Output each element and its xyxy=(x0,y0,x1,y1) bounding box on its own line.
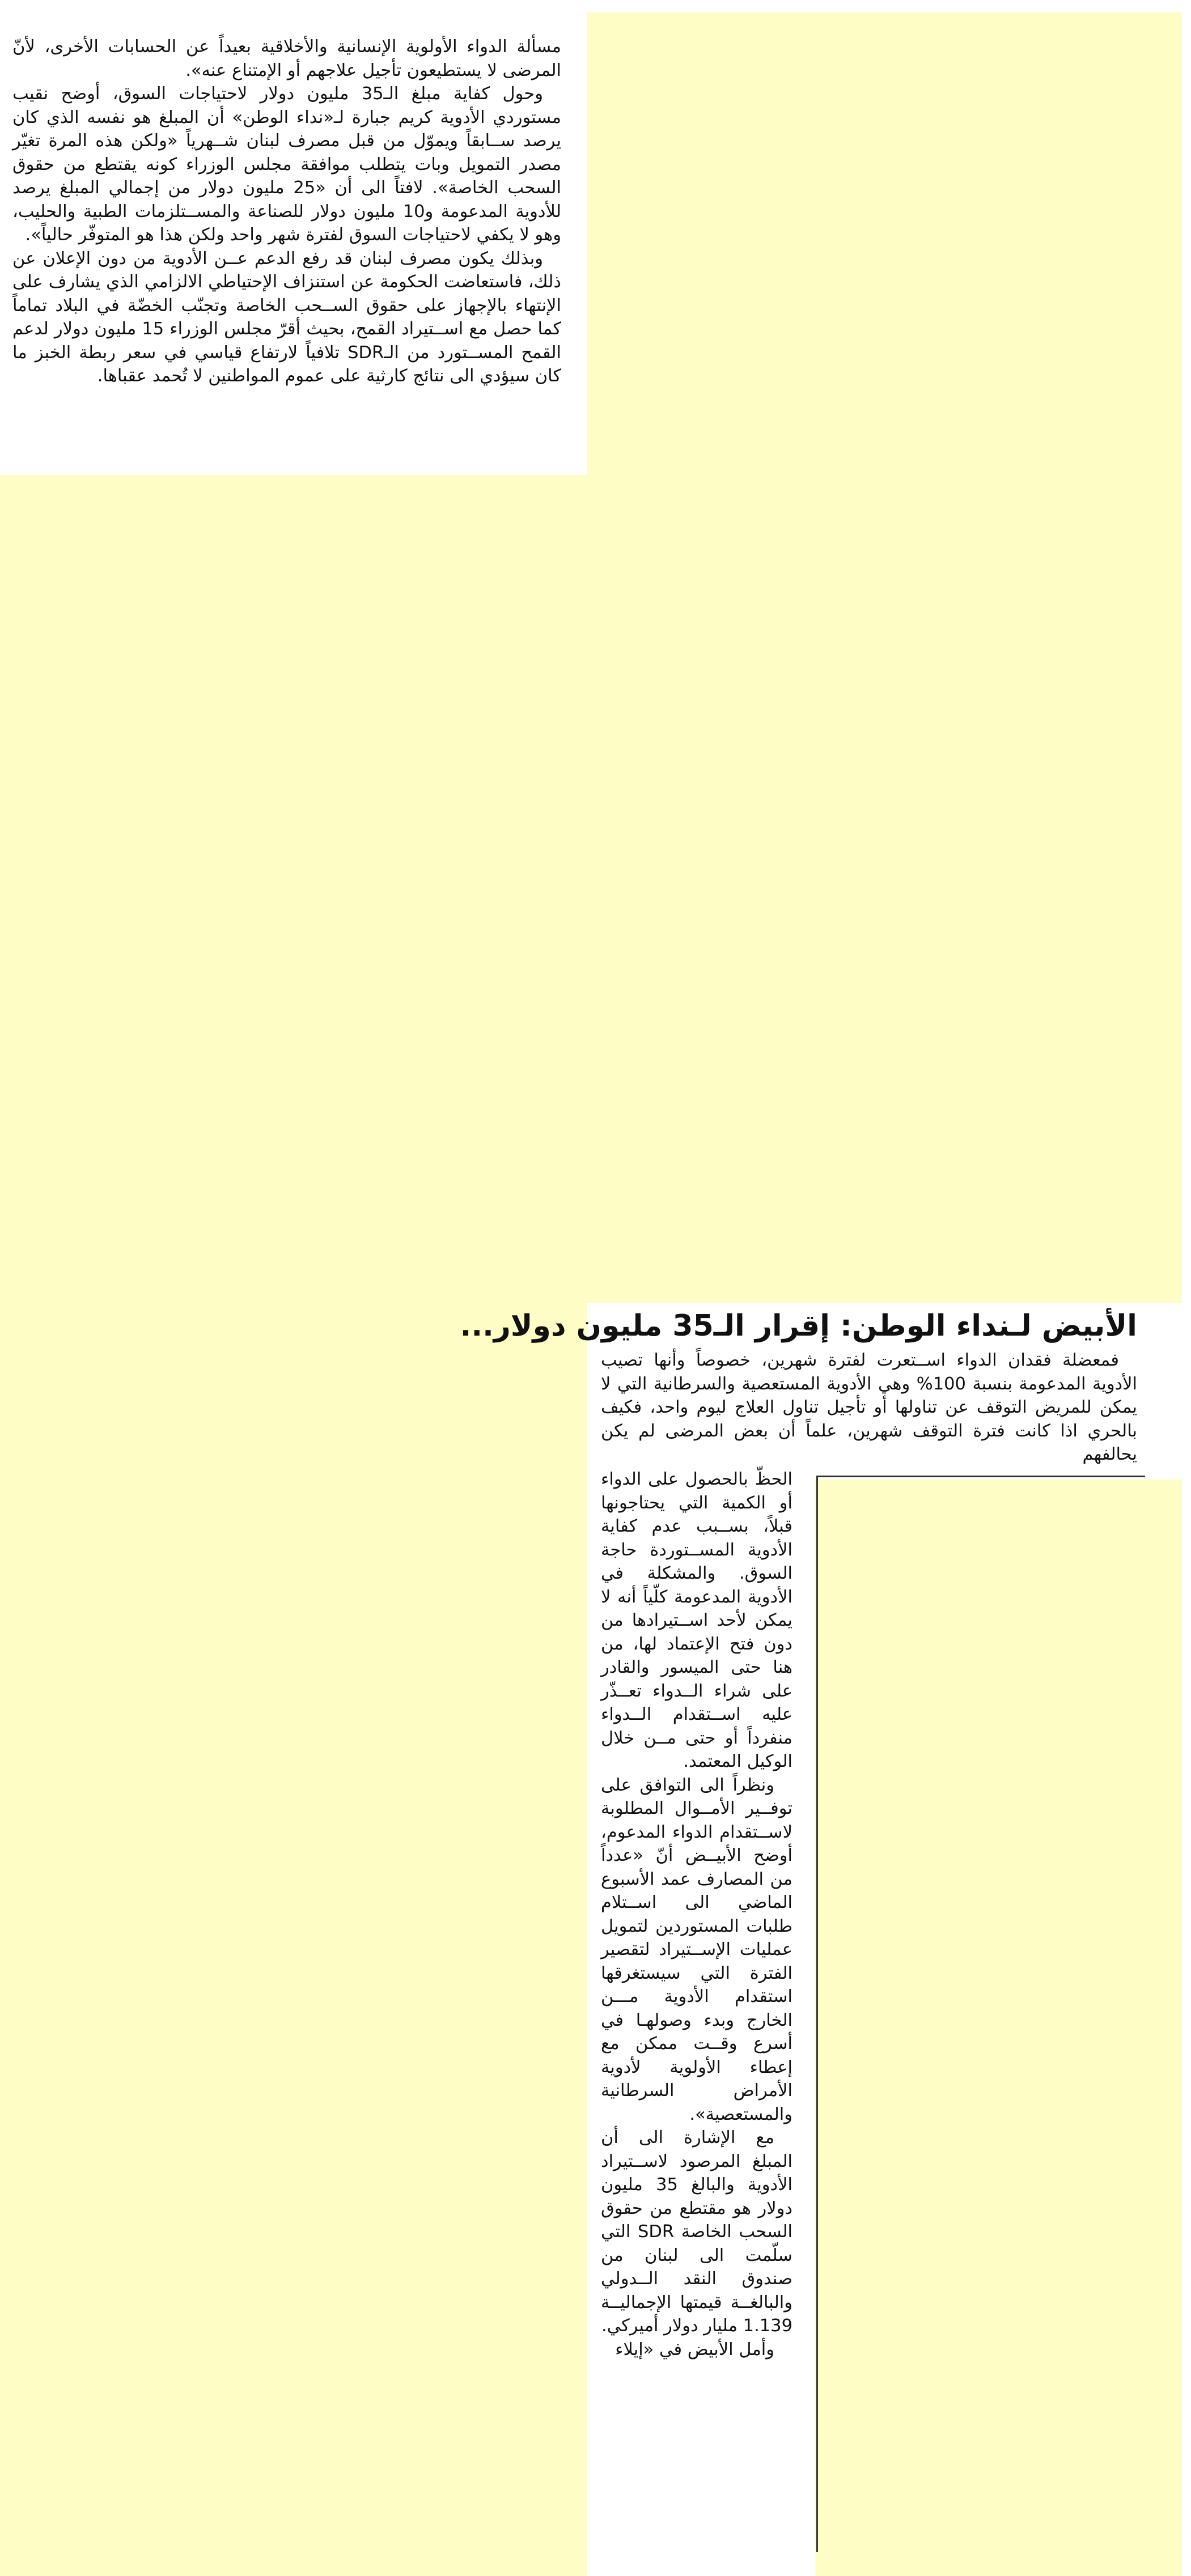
column-paragraph: الحظّ بالحصول على الدواء أو الكمية التي يحتاجونها قبلاً، بســبب عدم كفاية الأدوية المســتوردة حاجة السوق. والمشكلة في الأدوية المدعومة كلّياً أنه لا يمكن لأحد اســتيرادها من دون فتح الإعتماد لها، من هنا حتى الميسور والقادر على شراء الــدواء تعــذّر عليه اســتقدام الــدواء منفرداً أو حتى مــن خلال الوكيل المعتمد. xyxy=(601,1469,792,1771)
lead-paragraph: فمعضلة فقدان الدواء اســتعرت لفترة شهرين، خصوصاً وأنها تصيب الأدوية المدعومة بنسبة 100% وهي الأدوية المستعصية والسرطانية التي لا يمكن للمريض التوقف عن تناولها أو تأجيل تناول العلاج ليوم واحد، فكيف بالحري اذا كانت فترة التوقف شهرين، علماً أن بعض المرضى لم يكن يحالفهم xyxy=(601,1350,1137,1464)
column-paragraph: ونظراً الى التوافق على توفــير الأمــوال المطلوبة لاســتقدام الدواء المدعوم، أوضح الأبيــض أنّ «عدداً من المصارف عمد الأسبوع الماضي الى اســتلام طلبات المستوردين لتمويل عمليات الإســتيراد لتقصير الفترة التي سيستغرقها استقدام الأدوية مـــن الخارج وبدء وصولهـا في أسرع وقــت ممكن مع إعطاء الأولوية لأدوية الأمراض السرطانية والمستعصية». xyxy=(601,1775,792,2124)
article-headline: الأبيض لـنداء الوطن: إقرار الـ35 مليون دولار... xyxy=(460,1309,1137,1343)
narrow-column-text xyxy=(601,1468,792,2361)
top-article-paragraph: مسألة الدواء الأولوية الإنسانية والأخلاقية بعيداً عن الحسابات الأخرى، لأنّ المرضى لا يستطيعون تأجيل علاجهم أو الإمتناع عنه». xyxy=(12,37,561,80)
top-article-paragraph: وبذلك يكون مصرف لبنان قد رفع الدعم عــن الأدوية من دون الإعلان عن ذلك، فاستعاضت الحكومة عن استنزاف الإحتياطي الالزامي الذي يشارف على الإنتهاء بالإجهاز على حقوق الســحب الخاصة وتجنّب الخضّة في البلاد تماماً كما حصل مع اســتيراد القمح، بحيث أقرّ مجلس الوزراء 15 مليون دولار لدعم القمح المســتورد من الـSDR تلافياً لارتفاع قياسي في سعر ربطة الخبز ما كان سيؤدي الى نتائج كارثية على عموم المواطنين لا تُحمد عقباها. xyxy=(12,248,562,386)
top-article-text xyxy=(12,35,561,388)
column-paragraph: مع الإشارة الى أن المبلغ المرصود لاســتيراد الأدوية والبالغ 35 مليون دولار هو مقتطع من حقوق السحب الخاصة SDR التي سلّمت الى لبنان من صندوق النقد الــدولي والبالغــة قيمتها الإجماليــة 1.139 مليار دولار أميركي. xyxy=(601,2128,792,2336)
column-divider-horizontal xyxy=(816,1476,1145,1477)
top-article-paragraph: وحول كفاية مبلغ الـ35 مليون دولار لاحتياجات السوق، أوضح نقيب مستوردي الأدوية كريم جبارة لـ«نداء الوطن» أن المبلغ هو نفسه الذي كان يرصد ســابقاً ويموّل من قبل مصرف لبنان شــهرياً «ولكن هذه المرة تغيّر مصدر التمويل وبات يتطلب موافقة مجلس الوزراء كونه يقتطع من حقوق السحب الخاصة». لافتاً الى أن «25 مليون دولار من إجمالي المبلغ يرصد للأدوية المدعومة و10 مليون دولار للصناعة والمســتلزمات الطبية والحليب، وهو لا يكفي لاحتياجات السوق لفترة شهر واحد ولكن هذا هو المتوفّر حالياً». xyxy=(12,84,561,245)
white-background-top-strip xyxy=(587,0,1191,12)
lead-paragraph-block xyxy=(601,1349,1137,1466)
column-paragraph: وأمل الأبيض في «إيلاء xyxy=(615,2339,774,2360)
white-background-right-strip xyxy=(1182,0,1191,2576)
column-divider-vertical xyxy=(816,1476,818,2552)
